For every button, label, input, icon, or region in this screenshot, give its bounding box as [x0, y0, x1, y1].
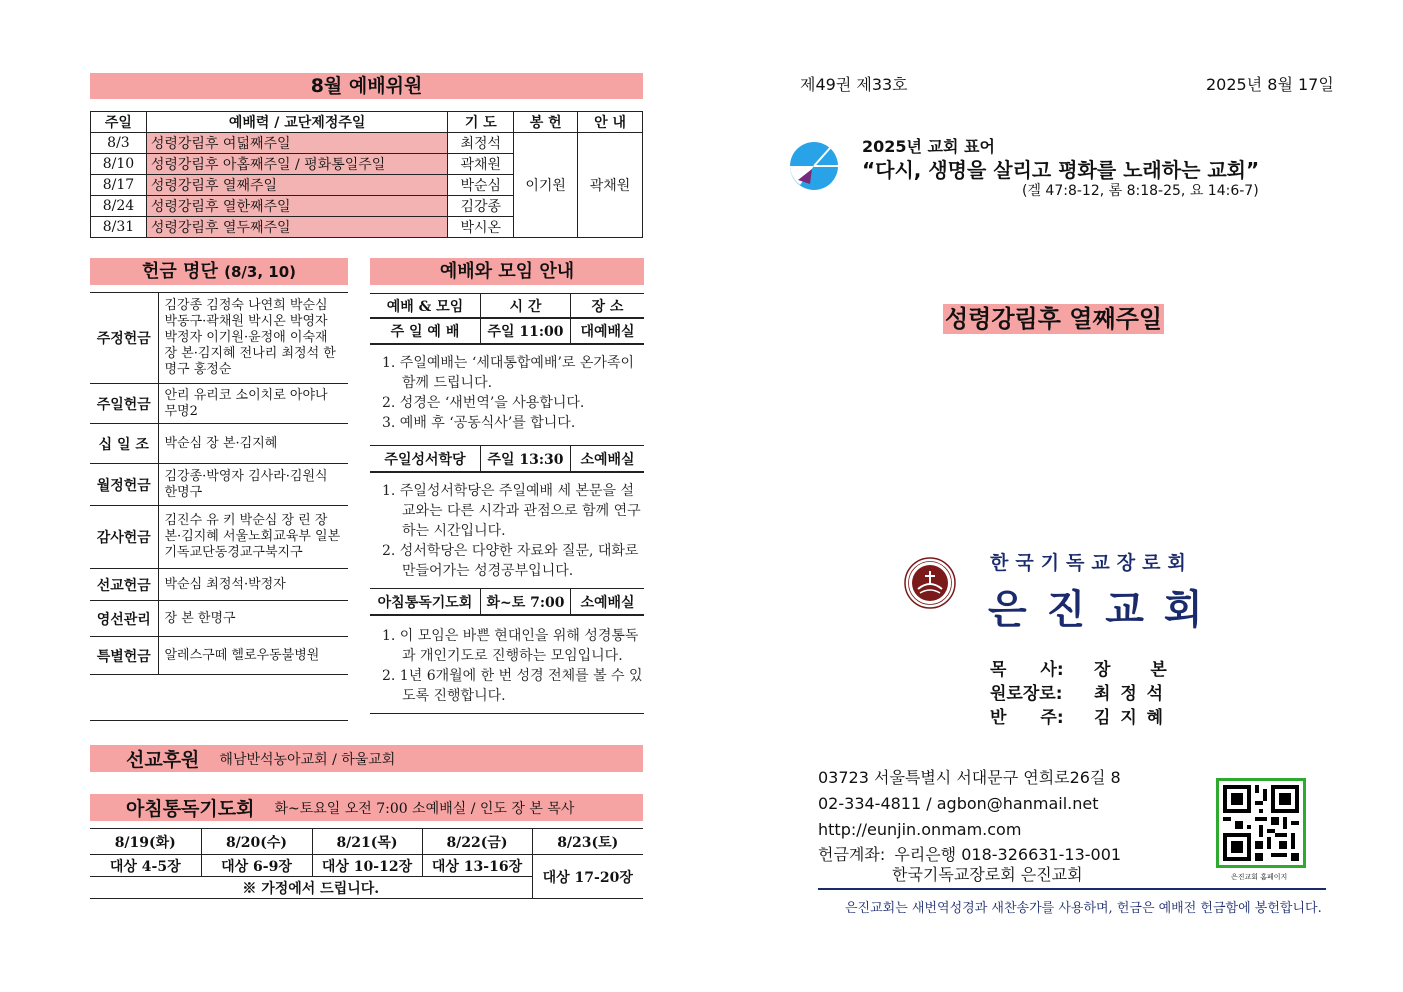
table-row — [90, 637, 348, 675]
contact-block — [818, 765, 1121, 885]
col-offering: 봉 헌 — [514, 112, 578, 133]
service-notes — [370, 616, 644, 714]
note-item: 1. 주일성서학당은 주일예배 세 본문을 설교와는 다른 시각과 관점으로 함께 연구하는 시간입니다. — [382, 483, 641, 539]
table-row — [90, 293, 348, 384]
issue-volume: 제49권 제33호 — [800, 75, 908, 94]
col-guide: 안 내 — [578, 112, 643, 133]
address: 03723 서울특별시 서대문구 연희로26길 8 — [818, 768, 1121, 787]
prayer-reading: 대상 17-20장 — [532, 855, 643, 899]
col-liturgy: 예배력 / 교단제정주일 — [146, 112, 448, 133]
table-row — [90, 855, 643, 877]
services-col-name: 예배 & 모임 — [370, 294, 481, 317]
mission-bar — [90, 745, 643, 772]
service-notes — [370, 473, 644, 588]
offering-names: 김강종·박영자 김사라·김원식 한명구 — [158, 464, 348, 506]
account-label: 헌금계좌: — [818, 845, 886, 864]
services-col-place: 장 소 — [591, 298, 624, 315]
roster-prayer: 김강종 — [448, 196, 514, 217]
website-link[interactable]: http://eunjin.onmam.com — [818, 820, 1022, 839]
church-name: 은진교회 — [988, 587, 1223, 633]
worship-roster-table — [90, 111, 643, 238]
offering-category: 감사헌금 — [90, 506, 158, 569]
services-title: 예배와 모임 안내 — [370, 258, 644, 285]
motto-refs: (겔 47:8-12, 롬 8:18-25, 요 14:6-7) — [1022, 183, 1259, 199]
note-item: 2. 성서학당은 다양한 자료와 질문, 대화로 만들어가는 성경공부입니다. — [382, 543, 639, 579]
roster-date: 8/17 — [91, 175, 147, 196]
footer-rule — [818, 888, 1326, 890]
qr-code[interactable] — [1216, 778, 1306, 868]
service-name: 아침통독기도회 — [370, 589, 481, 614]
note-item: 1. 이 모임은 바쁜 현대인을 위해 성경통독과 개인기도로 진행하는 모임입니다. — [382, 628, 639, 664]
service-name: 주 일 예 배 — [370, 319, 481, 343]
offering-bottom-rule — [90, 720, 348, 721]
roster-date: 8/10 — [91, 154, 147, 175]
roster-liturgy: 성령강림후 여덟째주일 — [146, 133, 448, 154]
service-notes — [370, 345, 644, 445]
motto-label: 2025년 교회 표어 — [862, 137, 995, 156]
offering-list-title — [90, 258, 348, 285]
prayer-note: ※ 가정에서 드립니다. — [90, 877, 532, 899]
service-row-morning — [370, 588, 644, 616]
table-row — [90, 464, 348, 506]
prayer-reading: 대상 13-16장 — [422, 855, 532, 877]
prayer-reading: 대상 4-5장 — [90, 855, 201, 877]
offering-category: 주일헌금 — [90, 384, 158, 424]
offering-names: 박순심 장 본·김지혜 — [158, 424, 348, 464]
staff-role: 반 주: — [990, 708, 1064, 728]
worship-roster-header — [91, 112, 643, 133]
offering-subtitle: (8/3, 10) — [224, 263, 296, 281]
service-place: 대예배실 — [580, 324, 635, 340]
staff-row — [990, 658, 1169, 682]
col-prayer: 기 도 — [448, 112, 514, 133]
prayer-reading: 대상 6-9장 — [201, 855, 312, 877]
qr-code-icon — [1223, 785, 1299, 861]
offering-title-text: 헌금 명단 — [142, 261, 218, 282]
staff-row — [990, 682, 1169, 706]
table-row — [90, 829, 643, 855]
service-place: 소예배실 — [580, 451, 635, 468]
col-date: 주일 — [91, 112, 147, 133]
offering-category: 특별헌금 — [90, 637, 158, 675]
account-holder: 한국기독교장로회 은진교회 — [892, 865, 1083, 884]
roster-liturgy: 성령강림후 열째주일 — [146, 175, 448, 196]
roster-offering: 이기원 — [514, 133, 578, 238]
offering-names: 김진수 유 키 박순심 장 린 장 본·김지혜 서울노회교육부 일본기독교단동경교구북지구 — [158, 506, 348, 569]
footer-note: 은진교회는 새번역성경과 새찬송가를 사용하며, 헌금은 예배전 헌금함에 봉헌합니다. — [845, 901, 1322, 916]
morning-prayer-text: 화~토요일 오전 7:00 소예배실 / 인도 장 본 목사 — [274, 800, 575, 817]
qr-caption: 은진교회 홈페이지 — [1231, 873, 1288, 881]
roster-prayer: 박시온 — [448, 217, 514, 238]
services-col-time: 시 간 — [481, 294, 571, 317]
roster-prayer: 최정석 — [448, 133, 514, 154]
service-row-bible-school — [370, 445, 644, 473]
prayer-day: 8/22(금) — [422, 829, 532, 855]
offering-category: 선교헌금 — [90, 569, 158, 601]
motto-logo-icon — [788, 140, 840, 192]
roster-date: 8/24 — [91, 196, 147, 217]
staff-name: 김 지 혜 — [1094, 708, 1166, 728]
morning-prayer-title: 아침통독기도회 — [126, 798, 255, 820]
staff-row — [990, 706, 1169, 730]
offering-names: 장 본 한명구 — [158, 601, 348, 637]
offering-names: 박순심 최정석·박정자 — [158, 569, 348, 601]
morning-prayer-bar — [90, 794, 643, 821]
denomination: 한국기독교장로회 — [990, 552, 1193, 574]
offering-category: 주정헌금 — [90, 293, 158, 384]
service-time: 주일 13:30 — [481, 446, 571, 471]
service-row-sunday — [370, 319, 644, 345]
prayer-day: 8/21(목) — [312, 829, 422, 855]
note-item: 2. 성경은 ‘새번역’을 사용합니다. — [382, 395, 585, 411]
table-row — [90, 384, 348, 424]
phone-email: 02-334-4811 / agbon@hanmail.net — [818, 794, 1099, 813]
account-number: 우리은행 018-326631-13-001 — [894, 845, 1122, 864]
service-time: 화~토 7:00 — [481, 589, 571, 614]
service-time: 주일 11:00 — [481, 319, 571, 343]
roster-date: 8/31 — [91, 217, 147, 238]
church-seal-icon — [904, 557, 956, 609]
note-item: 3. 예배 후 ‘공동식사’를 합니다. — [382, 415, 576, 431]
morning-prayer-table — [90, 828, 643, 899]
offering-names: 안리 유리코 소이치로 아야나 무명2 — [158, 384, 348, 424]
table-row — [90, 569, 348, 601]
prayer-reading: 대상 10-12장 — [312, 855, 422, 877]
mission-title: 선교후원 — [126, 749, 200, 771]
table-row — [91, 133, 643, 154]
offering-names: 알레스구떼 헬로우동불병원 — [158, 637, 348, 675]
prayer-day: 8/20(수) — [201, 829, 312, 855]
note-item: 2. 1년 6개월에 한 번 성경 전체를 볼 수 있도록 진행합니다. — [382, 668, 643, 704]
roster-prayer: 박순심 — [448, 175, 514, 196]
roster-liturgy: 성령강림후 아홉째주일 / 평화통일주일 — [146, 154, 448, 175]
table-row — [90, 424, 348, 464]
service-place: 소예배실 — [580, 594, 635, 611]
offering-category: 영선관리 — [90, 601, 158, 637]
offering-names: 김강종 김정숙 나연희 박순심 박동구·곽채원 박시온 박영자 박정자 이기원·윤정애 이숙재 장 본·김지혜 전나리 최정석 한명구 홍정순 — [158, 293, 348, 384]
roster-liturgy: 성령강림후 열한째주일 — [146, 196, 448, 217]
roster-liturgy: 성령강림후 열두째주일 — [146, 217, 448, 238]
staff-role: 원로장로: — [990, 684, 1063, 704]
staff-name: 최 정 석 — [1094, 684, 1166, 704]
offering-table — [90, 292, 348, 675]
roster-guide: 곽채원 — [578, 133, 643, 238]
services-header — [370, 293, 644, 319]
issue-date: 2025년 8월 17일 — [1206, 75, 1334, 94]
worship-roster-title: 8월 예배위원 — [90, 73, 643, 99]
account-row — [818, 845, 1121, 865]
motto-text: “다시, 생명을 살리고 평화를 노래하는 교회” — [862, 158, 1260, 182]
services-panel — [370, 293, 644, 714]
staff-role: 목 사: — [990, 660, 1064, 680]
offering-category: 월정헌금 — [90, 464, 158, 506]
prayer-day: 8/23(토) — [532, 829, 643, 855]
prayer-day: 8/19(화) — [90, 829, 201, 855]
table-row — [90, 506, 348, 569]
sunday-title: 성령강림후 열째주일 — [945, 305, 1163, 333]
table-row — [90, 601, 348, 637]
mission-text: 해남반석농아교회 / 하울교회 — [219, 751, 396, 768]
roster-prayer: 곽채원 — [448, 154, 514, 175]
note-item: 1. 주일예배는 ‘세대통합예배’로 온가족이 함께 드립니다. — [382, 355, 634, 391]
roster-date: 8/3 — [91, 133, 147, 154]
staff-name: 장 본 — [1094, 660, 1169, 680]
service-name: 주일성서학당 — [370, 446, 481, 471]
offering-category: 십 일 조 — [90, 424, 158, 464]
staff-list — [990, 658, 1169, 730]
